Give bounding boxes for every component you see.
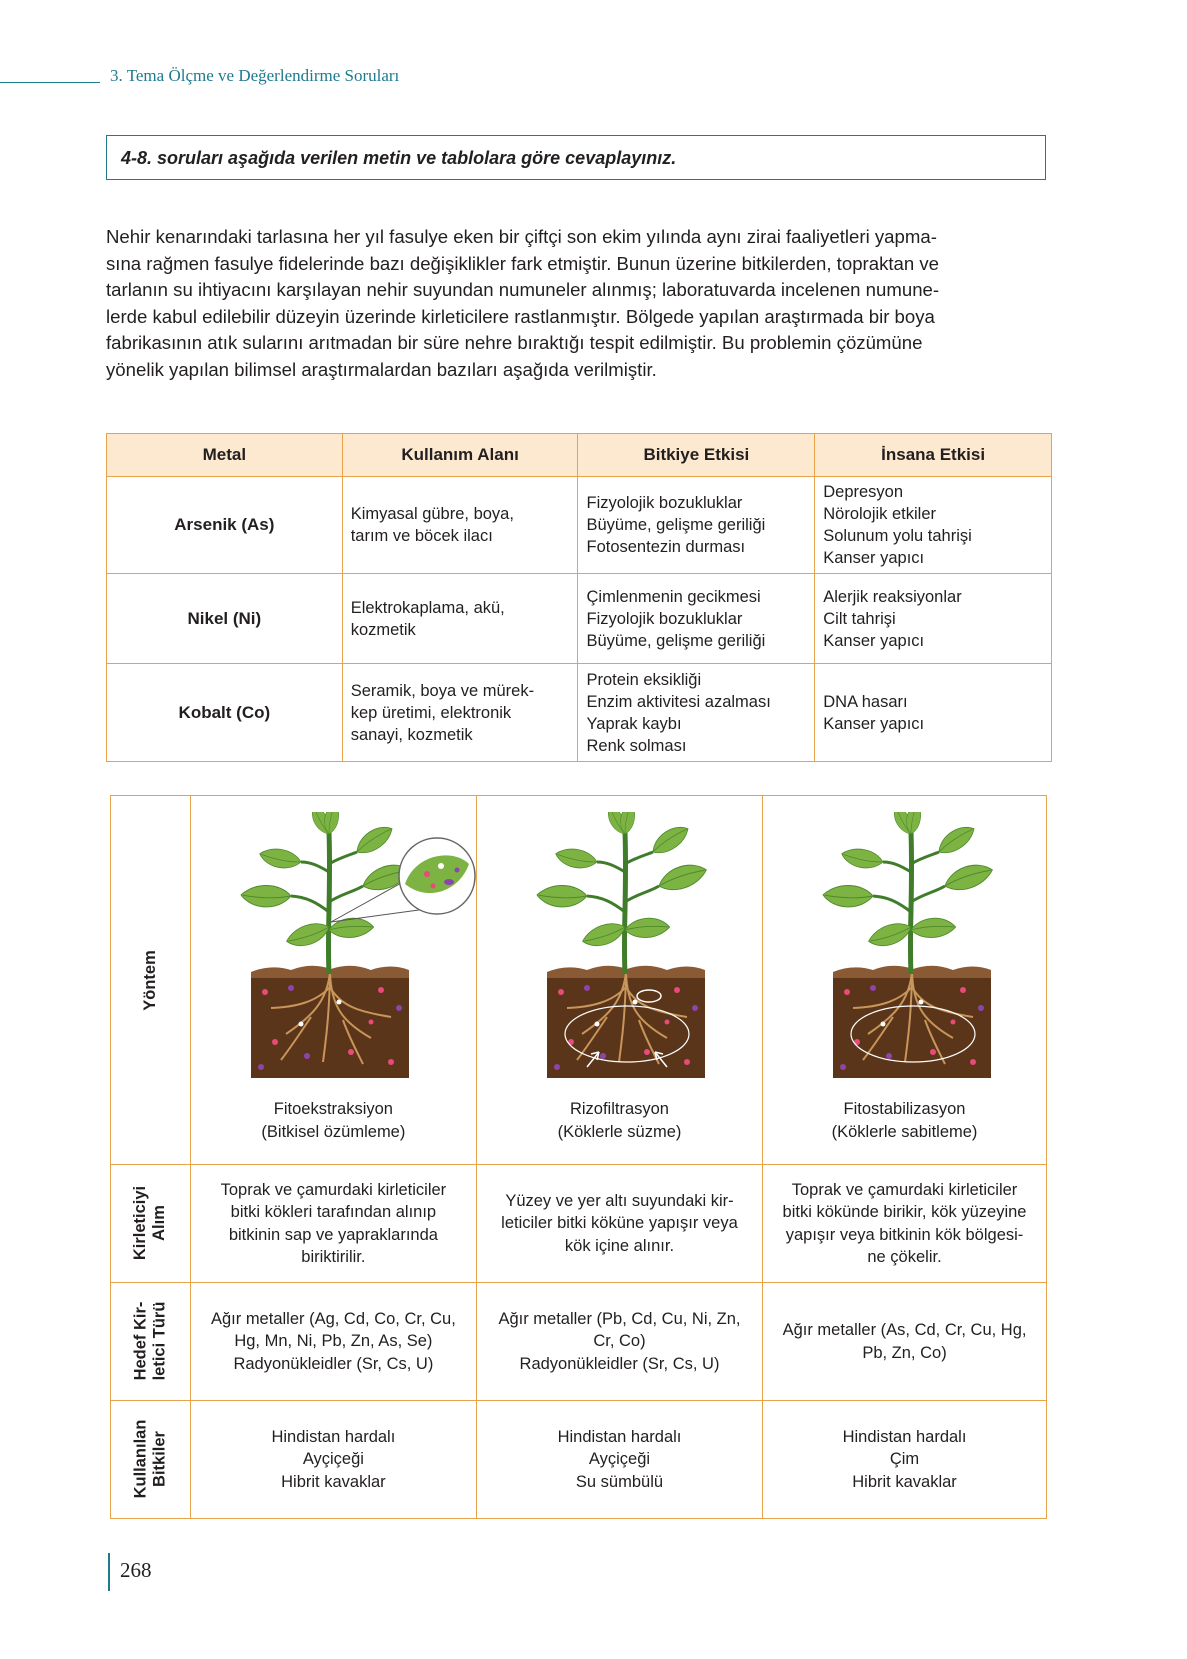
header-plant-effect: Bitkiye Etkisi (578, 434, 815, 477)
method-cell (763, 796, 1047, 1165)
method-subname: (Bitkisel özümleme) (261, 1122, 406, 1141)
metal-table (106, 433, 1052, 762)
target-line: Cr, Co) (593, 1332, 646, 1351)
plant-effect-line: Büyüme, gelişme geriliği (586, 631, 766, 650)
usage-line: tarım ve böcek ilacı (350, 527, 493, 545)
method-subname: (Köklerle sabitleme) (831, 1122, 978, 1141)
human-effect-line: Kanser yapıcı (823, 549, 925, 567)
uptake-line: ne çökelir. (867, 1248, 942, 1266)
plant-line: Su sümbülü (575, 1472, 664, 1491)
target-line: Hg, Mn, Ni, Pb, Zn, As, Se) (234, 1332, 433, 1351)
passage-line: fabrikasının atık sularını arıtmadan bir süre nehre bıraktığı tespit edilmiştir. Bu problemin çözümüne (106, 332, 923, 353)
plant-effect-line: Fotosentezin durması (586, 538, 746, 556)
page-number-rule (108, 1553, 110, 1591)
row-label-line: Kirleticiyi (131, 1185, 150, 1260)
method-caption (191, 1098, 476, 1143)
target-cell (190, 1283, 476, 1401)
usage-cell (342, 477, 578, 574)
method-cell (190, 796, 476, 1165)
plant-line: Hindistan hardalı (842, 1427, 967, 1446)
target-line: Ağır metaller (Ag, Cd, Co, Cr, Cu, (210, 1309, 456, 1328)
method-name: Fitostabilizasyon (843, 1100, 966, 1118)
target-line: Pb, Zn, Co) (862, 1343, 947, 1362)
row-label-uptake (111, 1165, 191, 1283)
row-label-text (131, 1301, 169, 1380)
human-effect-line: Depresyon (823, 483, 904, 501)
human-effect-line: Kanser yapıcı (823, 631, 925, 650)
row-label-line: Kullanılan (131, 1419, 150, 1499)
plant-effect-line: Fizyolojik bozukluklar (586, 494, 743, 512)
table-row (107, 477, 1052, 574)
method-row (111, 796, 1047, 1165)
method-name: Rizofiltrasyon (569, 1100, 669, 1118)
passage-line: yönelik yapılan bilimsel araştırmalardan bazıları aşağıda verilmiştir. (106, 358, 657, 380)
uptake-line: bitkinin sap ve yapraklarında (228, 1225, 438, 1244)
plant-effect-line: Renk solması (586, 736, 687, 755)
header-usage: Kullanım Alanı (342, 434, 578, 477)
plant-line: Hindistan hardalı (271, 1427, 396, 1446)
uptake-line: Toprak ve çamurdaki kirleticiler (791, 1180, 1018, 1199)
row-label-plants (111, 1401, 191, 1519)
metal-name: Kobalt (Co) (107, 664, 343, 762)
uptake-line: leticiler bitki köküne yapışır veya (501, 1214, 738, 1233)
row-label-line: Bitkiler (150, 1430, 169, 1487)
target-line: Ağır metaller (As, Cd, Cr, Cu, Hg, (782, 1321, 1027, 1339)
usage-cell (342, 664, 578, 762)
usage-line: Seramik, boya ve mürek- (350, 681, 535, 700)
row-label-method (111, 796, 191, 1165)
uptake-line: yapışır veya bitkinin kök bölgesi- (785, 1225, 1024, 1244)
method-caption (477, 1098, 762, 1143)
row-label-text: Yöntem (140, 949, 159, 1011)
plants-row (111, 1401, 1047, 1519)
plants-cell (763, 1401, 1047, 1519)
row-label-text (131, 1186, 169, 1260)
plants-cell (476, 1401, 762, 1519)
header-metal: Metal (107, 434, 343, 477)
row-label-text (131, 1419, 169, 1498)
header-human-effect: İnsana Etkisi (815, 434, 1052, 477)
uptake-line: bitki kökleri tarafından alınıp (230, 1203, 437, 1221)
uptake-cell (763, 1165, 1047, 1283)
human-effect-line: Alerjik reaksiyonlar (823, 587, 962, 606)
usage-line: kozmetik (350, 620, 416, 639)
plant-line: Hibrit kavaklar (281, 1472, 386, 1491)
table-row (107, 574, 1052, 664)
plant-line: Çim (889, 1450, 920, 1469)
page-number: 268 (120, 1558, 152, 1582)
table-row (107, 664, 1052, 762)
plant-line: Hibrit kavaklar (852, 1472, 957, 1491)
method-caption (763, 1098, 1046, 1143)
uptake-line: kök içine alınır. (564, 1236, 675, 1255)
plant-effect-line: Fizyolojik bozukluklar (586, 609, 743, 628)
human-effect-line: Solunum yolu tahrişi (823, 527, 972, 545)
human-effect-cell (815, 574, 1052, 664)
human-effect-line: Kanser yapıcı (823, 714, 925, 733)
plant-effect-line: Büyüme, gelişme geriliği (586, 516, 766, 534)
target-line: Radyonükleidler (Sr, Cs, U) (233, 1354, 434, 1373)
row-label-line: Hedef Kir- (131, 1301, 150, 1381)
human-effect-line: DNA hasarı (823, 692, 908, 711)
metal-table-header (107, 434, 1052, 477)
rhizofiltration-illustration (487, 812, 762, 1092)
passage-line: lerde kabul edilebilir düzeyin üzerinde kirleticilere rastlanmıştır. Bölgede yapılan araştırmada bir boya (106, 305, 935, 327)
metal-name: Nikel (Ni) (107, 574, 343, 664)
usage-line: sanayi, kozmetik (350, 725, 473, 744)
usage-line: Kimyasal gübre, boya, (350, 505, 514, 523)
uptake-line: Yüzey ve yer altı suyundaki kir- (505, 1191, 734, 1210)
target-cell (763, 1283, 1047, 1401)
plant-effect-cell (578, 574, 815, 664)
plant-line: Ayçiçeği (302, 1450, 364, 1469)
plant-effect-line: Yaprak kaybı (586, 714, 682, 733)
passage-line: sına rağmen fasulye fidelerinde bazı değişiklikler fark etmiştir. Bunun üzerine bitkilerden, topraktan ve (106, 252, 940, 274)
plant-effect-line: Protein eksikliği (586, 670, 702, 689)
plants-cell (190, 1401, 476, 1519)
target-line: Radyonükleidler (Sr, Cs, U) (519, 1354, 720, 1373)
metal-name: Arsenik (As) (107, 477, 343, 574)
passage-line: Nehir kenarındaki tarlasına her yıl fasulye eken bir çiftçi son ekim yılında aynı zirai faaliyetleri yapma- (106, 226, 937, 247)
passage-line: tarlanın su ihtiyacını karşılayan nehir suyundan numuneler alınmış; laboratuvarda incelenen numune- (106, 279, 940, 300)
plant-line: Hindistan hardalı (557, 1427, 682, 1446)
usage-line: kep üretimi, elektronik (350, 703, 512, 722)
instruction-text: 4-8. soruları aşağıda verilen metin ve tablolara göre cevaplayınız. (121, 148, 677, 168)
uptake-cell (190, 1165, 476, 1283)
human-effect-line: Cilt tahrişi (823, 609, 896, 628)
phytoextraction-illustration (201, 812, 476, 1092)
header-rule (0, 82, 100, 83)
target-row (111, 1283, 1047, 1401)
plant-line: Ayçiçeği (588, 1450, 651, 1469)
uptake-row (111, 1165, 1047, 1283)
phytostabilization-illustration (773, 812, 1048, 1092)
uptake-line: Toprak ve çamurdaki kirleticiler (220, 1180, 447, 1199)
row-label-line: Alım (150, 1204, 169, 1241)
human-effect-cell (815, 477, 1052, 574)
uptake-cell (476, 1165, 762, 1283)
target-cell (476, 1283, 762, 1401)
human-effect-line: Nörolojik etkiler (823, 505, 937, 523)
target-line: Ağır metaller (Pb, Cd, Cu, Ni, Zn, (498, 1309, 741, 1328)
human-effect-cell (815, 664, 1052, 762)
plant-effect-cell (578, 664, 815, 762)
chapter-title: 3. Tema Ölçme ve Değerlendirme Soruları (110, 66, 400, 85)
method-subname: (Köklerle süzme) (557, 1122, 682, 1141)
plant-effect-line: Enzim aktivitesi azalması (586, 692, 771, 711)
usage-line: Elektrokaplama, akü, (350, 598, 505, 617)
usage-cell (342, 574, 578, 664)
uptake-line: biriktirilir. (301, 1248, 366, 1266)
uptake-line: bitki kökünde birikir, kök yüzeyine (782, 1203, 1027, 1221)
plant-effect-cell (578, 477, 815, 574)
instruction-box (106, 135, 1046, 180)
method-table (110, 795, 1047, 1519)
row-label-line: letici Türü (150, 1301, 169, 1381)
passage (106, 224, 1052, 383)
row-label-target (111, 1283, 191, 1401)
plant-effect-line: Çimlenmenin gecikmesi (586, 587, 761, 606)
method-name: Fitoekstraksiyon (273, 1100, 393, 1118)
method-cell (476, 796, 762, 1165)
